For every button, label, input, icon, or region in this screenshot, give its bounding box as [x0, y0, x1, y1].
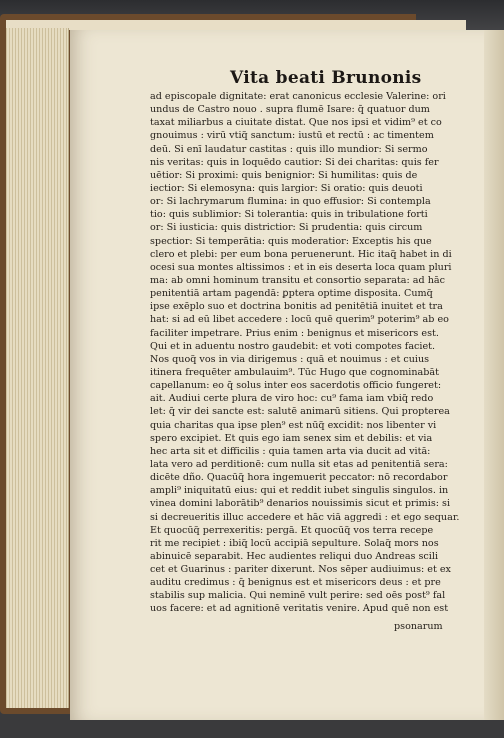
text-line: let: q̄ vir dei sancte est: salutē animarū sitiens. Qui propterea [150, 406, 450, 418]
text-line: tio: quis sublimior: Si tolerantia: quis in tribulatione forti [150, 209, 428, 221]
text-line: penitentiā artam pagendā: ꝑptera optime disposita. Cumq̃ [150, 288, 433, 300]
text-line: Et quocūq̃ perrexeritis: pergā. Et quocūq̃ vos terra recepe [150, 524, 434, 536]
text-line: auditu credimus : q̄ benignus est et misericors deus : et pre [150, 577, 441, 589]
text-line: clero et plebi: per eum bona peruenerunt. Hic itaq̃ habet in di [150, 248, 452, 260]
text-line: quia charitas qua ipse plen⁹ est nūq̃ excidit: nos libenter vi [150, 419, 437, 431]
text-line: stabilis sup malicia. Qui neminē vult perire: sed oēs post⁹ fal [150, 590, 446, 602]
text-line: spectior: Si temperātia: quis moderatior: Exceptis his que [150, 235, 432, 247]
text-line: nis veritas: quis in loquēdo cautior: Si dei charitas: quis fer [150, 156, 439, 168]
text-line: taxat miliarbus a ciuitate distat. Que nos ipsi et vidim⁹ et co [150, 117, 442, 129]
text-line: faciliter impetrare. Prius enim : benignus et misericors est. [150, 327, 439, 339]
text-line: vinea domini laborātib⁹ denarios nouissimis sicut et primis: si [150, 498, 451, 510]
text-line: ma: ab omni hominum transitu et consortio separata: ad hāc [150, 274, 445, 286]
catchword: psonarum [394, 621, 443, 632]
text-line: itinera frequēter ambulauim⁹. Tūc Hugo que cognominabāt [150, 366, 439, 378]
text-line: ipse exēplo suo et doctrina bonitis ad penitētiā inuitet et tra [150, 301, 443, 313]
text-column [150, 90, 460, 616]
text-line: ait. Audiui certe plura de viro hoc: cu⁹ fama iam vbiq̃ redo [150, 393, 434, 405]
text-line: uos facere: et ad agnitionē veritatis venire. Apud quē non est [150, 603, 449, 615]
text-line: capellanum: eo q̄ solus inter eos sacerdotis officio fungeret: [150, 380, 442, 392]
right-page-edge [484, 30, 504, 720]
text-line: ocesi sua montes altissimos : et in eis deserta loca quam pluri [150, 261, 452, 273]
text-line: deū. Si enī laudatur castitas : quis illo mundior: Si sermo [150, 143, 428, 155]
text-line: abinuicē separabit. Hec audientes reliqui duo Andreas scili [150, 550, 439, 562]
text-line: spero excipiet. Et quis ego iam senex sim et debilis: et via [150, 432, 433, 444]
text-line: iectior: Si elemosyna: quis largior: Si oratio: quis deuoti [150, 182, 423, 194]
text-line: ad episcopale dignitate: erat canonicus ecclesie Valerine: ori [150, 91, 446, 102]
text-line: gnouimus : virū vtiq̃ sanctum: iustū et rectū : ac timentem [150, 130, 434, 142]
text-line: dicēte dño. Quacūq̃ hora ingemuerit peccator: nō recordabor [150, 472, 448, 484]
text-line: Qui et in aduentu nostro gaudebit: et voti compotes faciet. [150, 340, 436, 352]
text-line: si decreueritis illuc accedere et hāc viā aggredi : et ego sequar. [150, 511, 460, 523]
text-line: or: Si iusticia: quis districtior: Si prudentia: quis circum [150, 222, 423, 234]
text-line: undus de Castro nouo . supra flumē Isare: q̄ quatuor dum [150, 104, 430, 116]
text-line: lata vero ad perditionē: cum nulla sit etas ad penitentiā sera: [150, 458, 448, 470]
text-line: hat: si ad eū libet accedere : locū quē querim⁹ poterim⁹ ab eo [150, 314, 449, 326]
running-head: Vita beati Brunonis [230, 68, 422, 88]
text-line: rit me recipiet : ibiq̃ locū accipiā sepulture. Solaq̃ mors nos [150, 537, 439, 549]
text-line: uētior: Si proximi: quis benignior: Si humilitas: quis de [150, 169, 418, 181]
left-page-edge [6, 20, 466, 30]
text-line: ampli⁹ iniquitatū eius: qui et reddit iubet singulis singulos. in [150, 485, 449, 497]
text-line: hec arta sit et difficilis : quia tamen arta via ducit ad vitā: [150, 445, 431, 457]
text-line: cet et Guarinus : pariter dixerunt. Nos sēper audiuimus: et ex [150, 564, 451, 576]
page-stack [6, 28, 69, 708]
text-line: or: Si lachrymarum flumina: in quo effusior: Si contempla [150, 196, 431, 208]
text-line: Nos quoq̃ vos in via dirigemus : quā et nouimus : et cuius [150, 353, 430, 365]
